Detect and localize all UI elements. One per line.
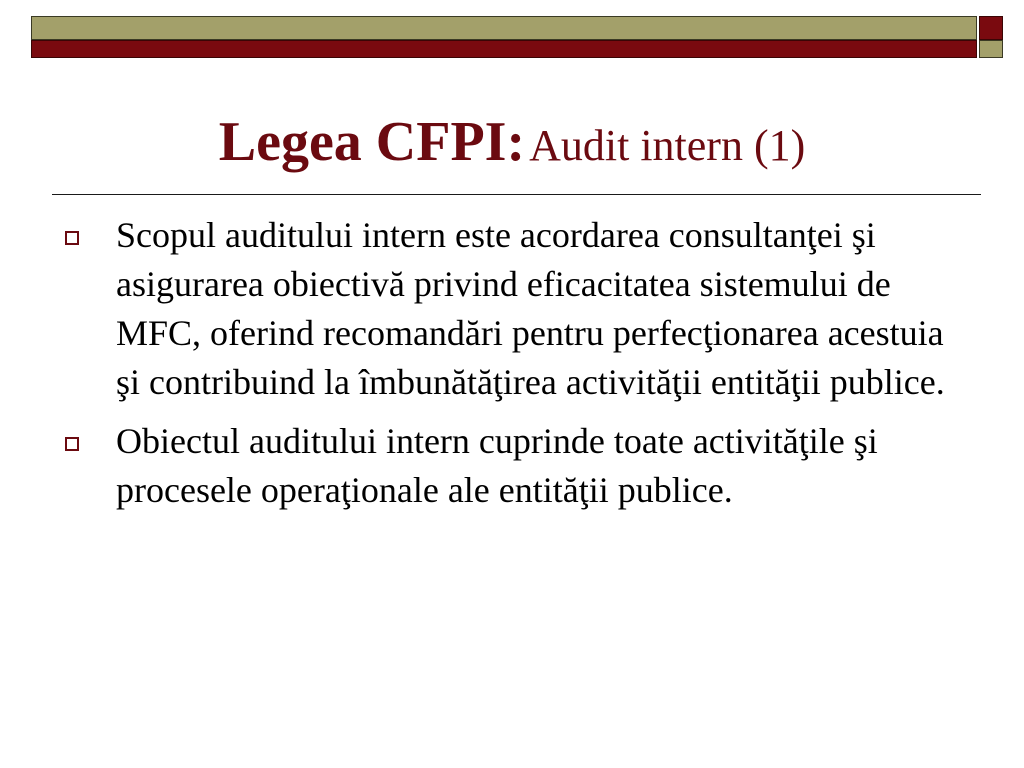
bullet-text: Obiectul auditului intern cuprinde toate activităţile şi procesele operaţionale ale entităţii publice. [116, 421, 878, 510]
slide-title-main: Legea CFPI: [218, 111, 526, 173]
bullet-list [64, 211, 964, 525]
header-square-maroon [979, 16, 1003, 40]
hollow-square-bullet-icon [65, 231, 79, 245]
title-divider [52, 194, 981, 195]
slide-title [0, 111, 1024, 173]
header-square-olive [979, 40, 1003, 58]
slide-title-sub: Audit intern (1) [529, 121, 806, 170]
bullet-text: Scopul auditului intern este acordarea consultanţei şi asigurarea obiectivă privind eficacitatea sistemului de MFC, oferind recomandări pentru perfecţionarea acestuia şi contribuind la îmbunătăţirea activităţii entităţii publice. [116, 215, 945, 402]
header-bar-olive [31, 16, 977, 40]
header-bar-maroon [31, 40, 977, 58]
hollow-square-bullet-icon [65, 437, 79, 451]
bullet-item [64, 417, 964, 515]
bullet-item [64, 211, 964, 407]
